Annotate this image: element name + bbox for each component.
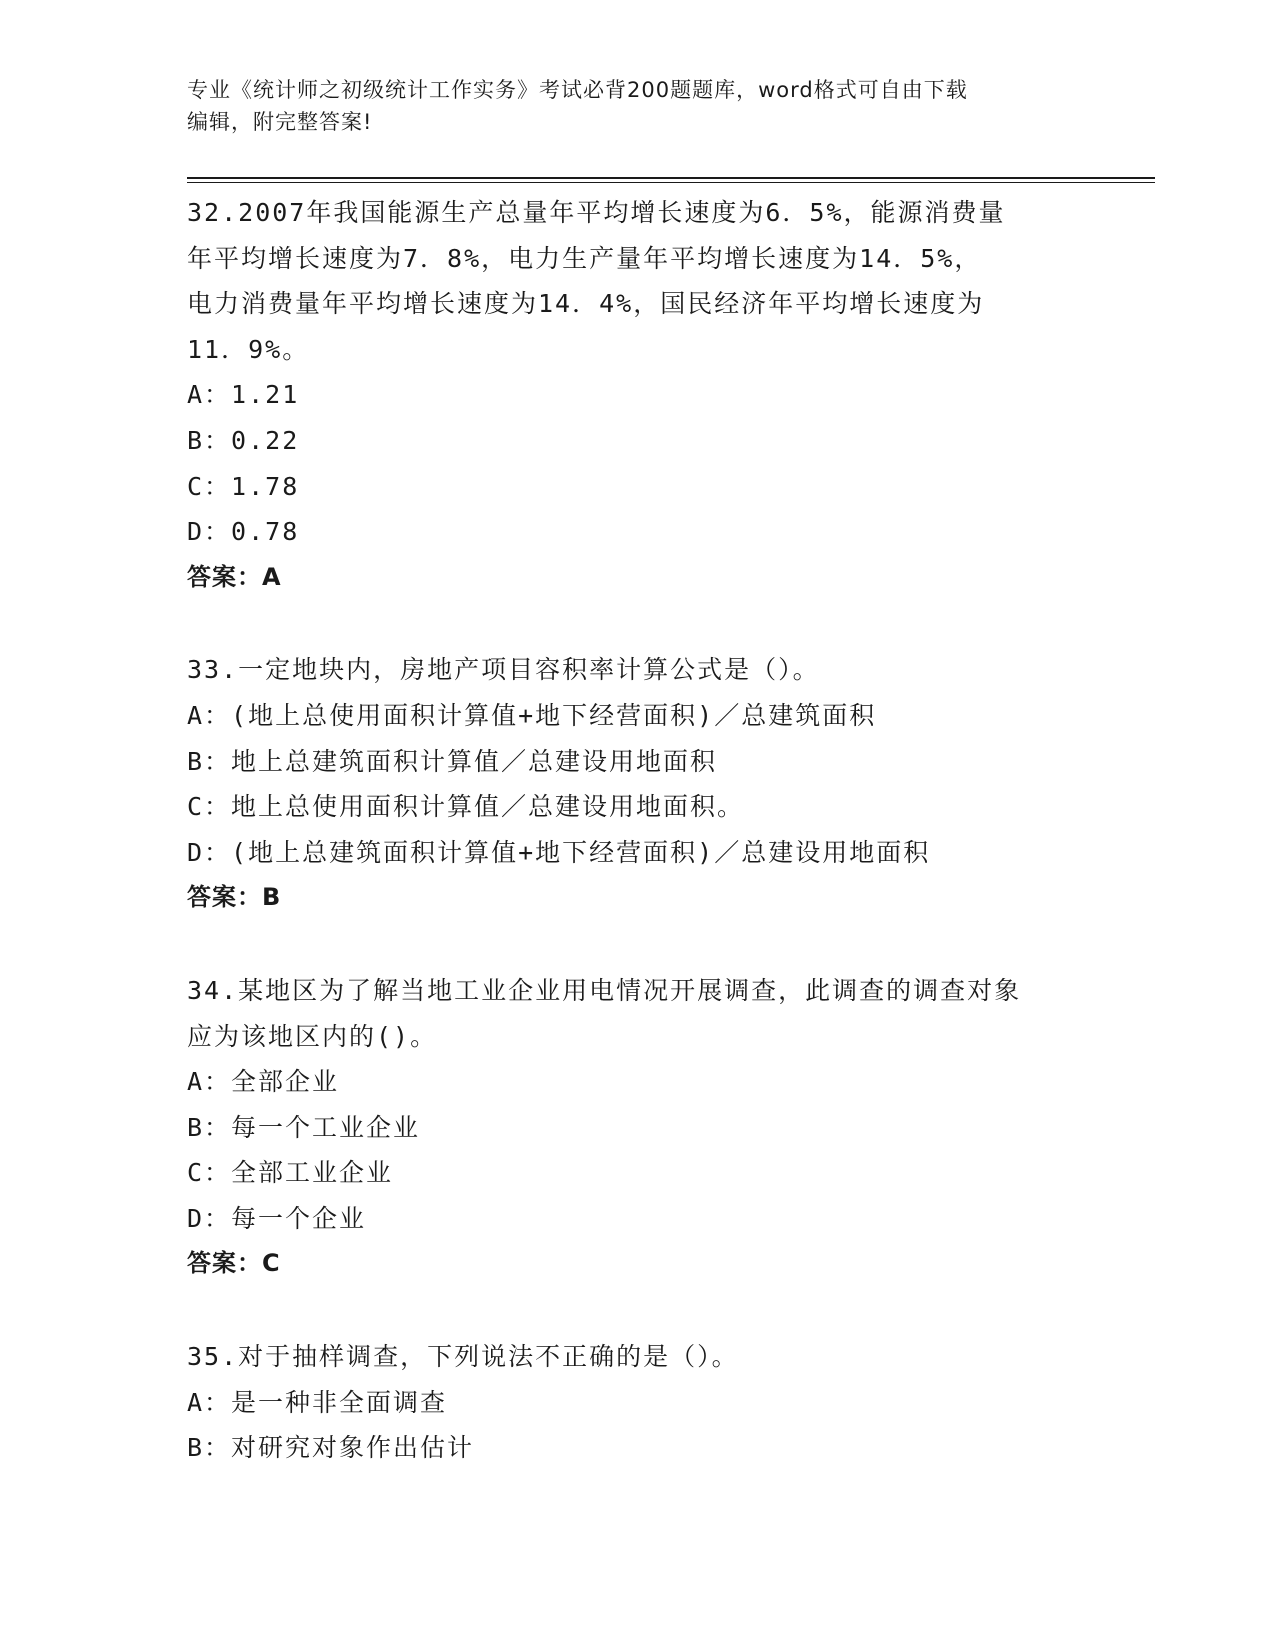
header-line-2: 编辑，附完整答案! <box>187 110 373 134</box>
question-text-line: 35.对于抽样调查，下列说法不正确的是（）。 <box>187 1342 739 1372</box>
option-d: D：0.78 <box>187 517 300 547</box>
header-line-1: 专业《统计师之初级统计工作实务》考试必背200题题库，word格式可自由下载 <box>187 78 968 102</box>
document-header <box>187 74 1067 138</box>
question-33 <box>187 647 1087 921</box>
question-text-line: 应为该地区内的()。 <box>187 1021 438 1051</box>
option-d: D：(地上总建筑面积计算值+地下经营面积)／总建设用地面积 <box>187 837 931 867</box>
option-d: D：每一个企业 <box>187 1203 367 1233</box>
option-b: B：0.22 <box>187 425 300 455</box>
option-a: A：1.21 <box>187 380 300 410</box>
option-b: B：对研究对象作出估计 <box>187 1433 475 1463</box>
question-text-line: 电力消费量年平均增长速度为14．4%，国民经济年平均增长速度为 <box>187 289 985 319</box>
question-list <box>187 190 1087 1518</box>
option-c: C：地上总使用面积计算值／总建设用地面积。 <box>187 792 745 822</box>
option-a: A：(地上总使用面积计算值+地下经营面积)／总建筑面积 <box>187 700 877 730</box>
question-text-line: 33.一定地块内，房地产项目容积率计算公式是（）。 <box>187 655 820 685</box>
header-divider-thin <box>187 182 1155 183</box>
option-c: C：全部工业企业 <box>187 1158 394 1188</box>
option-c: C：1.78 <box>187 471 300 501</box>
header-divider-thick <box>187 177 1155 179</box>
answer-label: 答案：C <box>187 1249 281 1278</box>
question-text-line: 34.某地区为了解当地工业企业用电情况开展调查，此调查的调查对象 <box>187 975 1022 1005</box>
option-a: A：是一种非全面调查 <box>187 1387 448 1417</box>
question-text-line: 11．9%。 <box>187 334 310 364</box>
answer-label: 答案：A <box>187 562 282 591</box>
question-32 <box>187 190 1087 600</box>
question-text-line: 32.2007年我国能源生产总量年平均增长速度为6．5%，能源消费量 <box>187 198 1006 227</box>
question-34 <box>187 968 1087 1287</box>
option-b: B：地上总建筑面积计算值／总建设用地面积 <box>187 746 718 776</box>
question-text-line: 年平均增长速度为7．8%，电力生产量年平均增长速度为14．5%， <box>187 243 982 273</box>
option-a: A：全部企业 <box>187 1067 340 1097</box>
question-35 <box>187 1334 1087 1471</box>
answer-label: 答案：B <box>187 883 282 912</box>
option-b: B：每一个工业企业 <box>187 1112 421 1142</box>
